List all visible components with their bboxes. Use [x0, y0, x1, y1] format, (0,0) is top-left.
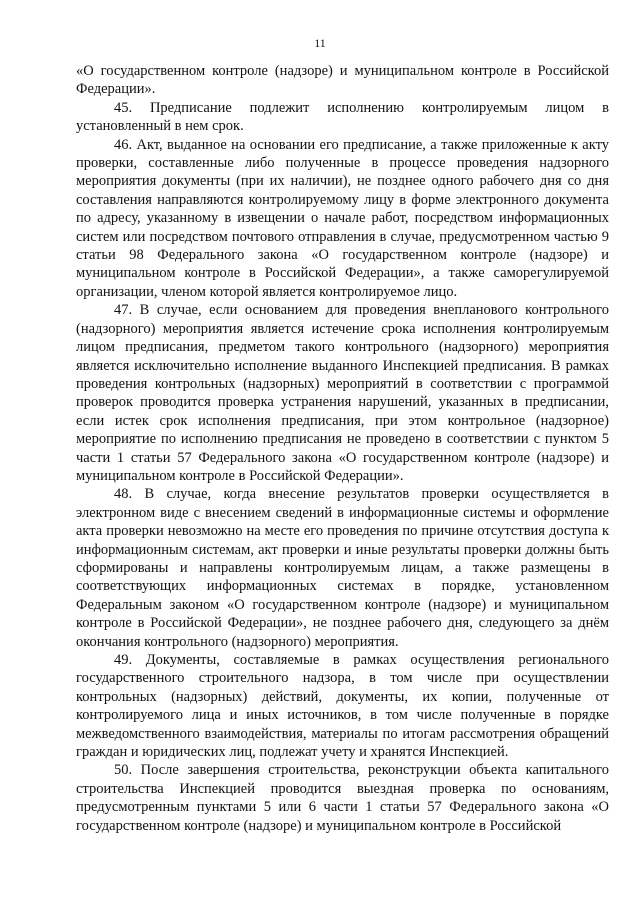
document-body	[76, 62, 609, 835]
paragraph-47: 47. В случае, если основанием для проведения внепланового контрольного (надзорного) мероприятия является истечение срока исполнения контролируемым лицом предписания, предметом такого контрольного (надзорного) мероприятия является исключительно исполнение выданного Инспекцией предписания. В рамках проведения контрольных (надзорных) мероприятий в соответствии с программой проверок проводится проверка устранения нарушений, указанных в предписании, если истек срок исполнения предписания, при этом контрольное (надзорное) мероприятие по исполнению предписания не проведено в соответствии с пунктом 5 части 1 статьи 57 Федерального закона «О государственном контроле (надзоре) и муниципальном контроле в Российской Федерации».	[76, 302, 609, 484]
paragraph-50: 50. После завершения строительства, реконструкции объекта капитального строительства Инспекцией проводится выездная проверка по основаниям, предусмотренным пунктами 5 или 6 части 1 статьи 57 Федерального закона «О государственном контроле (надзоре) и муниципальном контроле в Российской	[76, 762, 609, 834]
paragraph-46: 46. Акт, выданное на основании его предписание, а также приложенные к акту проверки, составленные либо полученные в процессе проведения надзорного мероприятия документы (при их наличии), не позднее одного рабочего дня со дня составления направляются контролируемому лицу в форме электронного документа по адресу, указанному в извещении о начале работ, посредством информационных систем или посредством почтового отправления в случае, предусмотренном частью 9 статьи 98 Федерального закона «О государственном контроле (надзоре) и муниципальном контроле в Российской Федерации», а также саморегулируемой организации, членом которой является контролируемое лицо.	[76, 136, 609, 300]
page-number: 11	[314, 36, 326, 50]
paragraph-48: 48. В случае, когда внесение результатов проверки осуществляется в электронном виде с внесением сведений в информационные системы и оформление акта проверки невозможно на месте его проведения по причине отсутствия доступа к информационным системам, акт проверки и иные результаты проверки должны быть сформированы и направлены контролируемым лицам, а также размещены в соответствующих информационных системах в порядке, установленном Федеральным законом «О государственном контроле (надзоре) и муниципальном контроле в Российской Федерации», не позднее рабочего дня, следующего за днём окончания контрольного (надзорного) мероприятия.	[76, 486, 609, 650]
paragraph-49: 49. Документы, составляемые в рамках осуществления регионального государственного строительного надзора, в том числе при осуществлении контрольных (надзорных) действий, документы, их копии, полученные от контролируемого лица и иных источников, в том числе полученные в порядке межведомственного взаимодействия, материалы по итогам рассмотрения обращений граждан и юридических лиц, подлежат учету и хранятся Инспекцией.	[76, 652, 609, 761]
paragraph-45: 45. Предписание подлежит исполнению контролируемым лицом в установленный в нем срок.	[76, 99, 609, 135]
paragraph-continuation: «О государственном контроле (надзоре) и муниципальном контроле в Российской Федерации».	[76, 63, 609, 98]
